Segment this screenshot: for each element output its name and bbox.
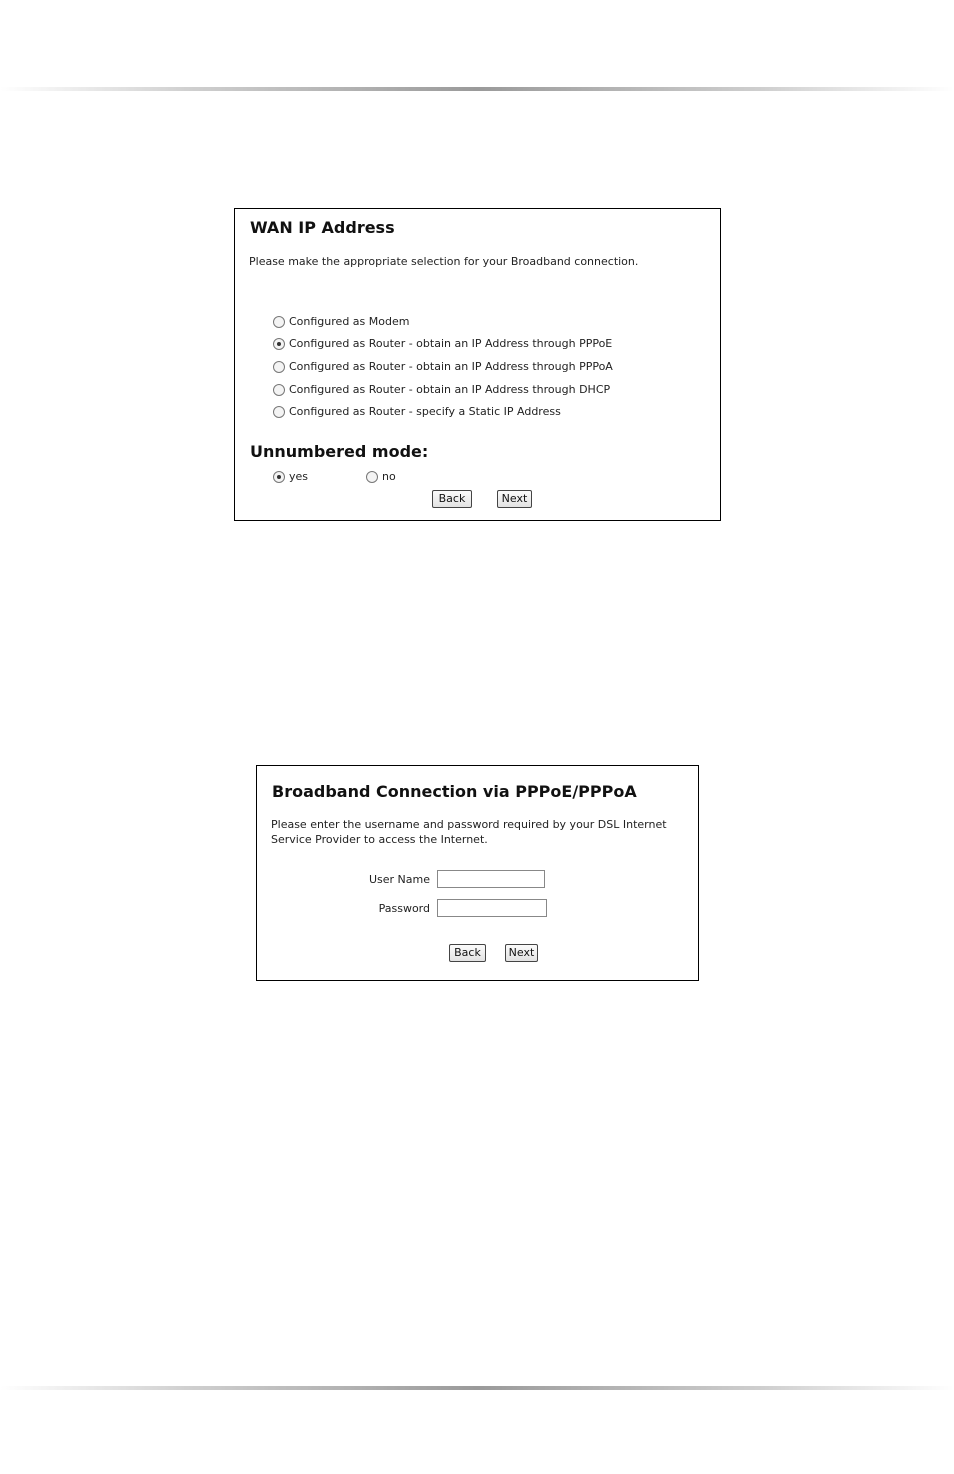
option-router-dhcp-label: Configured as Router - obtain an IP Address through DHCP: [289, 383, 611, 396]
unnumbered-mode-heading: Unnumbered mode:: [250, 442, 429, 461]
pppoe-back-button[interactable]: Back: [449, 944, 486, 962]
radio-router-dhcp[interactable]: [273, 384, 285, 396]
radio-router-pppoa[interactable]: [273, 361, 285, 373]
radio-router-static[interactable]: [273, 406, 285, 418]
option-router-pppoa-label: Configured as Router - obtain an IP Address through PPPoA: [289, 360, 613, 373]
radio-modem[interactable]: [273, 316, 285, 328]
unnumbered-yes-option[interactable]: [273, 469, 308, 484]
username-input[interactable]: [437, 870, 545, 888]
option-router-dhcp[interactable]: [273, 382, 610, 397]
option-modem-label: Configured as Modem: [289, 315, 410, 328]
username-label: User Name: [368, 873, 430, 886]
option-router-static[interactable]: [273, 404, 561, 419]
wan-panel-title: WAN IP Address: [250, 218, 395, 237]
option-router-pppoa[interactable]: [273, 359, 613, 374]
radio-router-pppoe[interactable]: [273, 338, 285, 350]
option-router-static-label: Configured as Router - specify a Static IP Address: [289, 405, 561, 418]
bottom-divider: [0, 1386, 954, 1390]
pppoe-connection-panel: [256, 765, 699, 981]
wan-ip-address-panel: [234, 208, 721, 521]
radio-unnumbered-no[interactable]: [366, 471, 378, 483]
pppoe-panel-title: Broadband Connection via PPPoE/PPPoA: [272, 782, 637, 801]
password-input[interactable]: [437, 899, 547, 917]
option-modem[interactable]: [273, 314, 409, 329]
top-divider: [0, 87, 954, 91]
radio-unnumbered-yes[interactable]: [273, 471, 285, 483]
unnumbered-no-option[interactable]: [366, 469, 396, 484]
wan-next-button[interactable]: Next: [497, 490, 532, 508]
unnumbered-yes-label: yes: [289, 470, 309, 483]
wan-back-button[interactable]: Back: [432, 490, 472, 508]
wan-instruction: Please make the appropriate selection for your Broadband connection.: [249, 255, 639, 268]
pppoe-instruction-line1: Please enter the username and password required by your DSL Internet: [271, 818, 667, 831]
option-router-pppoe[interactable]: [273, 336, 612, 351]
pppoe-next-button[interactable]: Next: [505, 944, 538, 962]
option-router-pppoe-label: Configured as Router - obtain an IP Address through PPPoE: [289, 337, 613, 350]
password-label: Password: [378, 902, 430, 915]
unnumbered-no-label: no: [382, 470, 396, 483]
pppoe-instruction-line2: Service Provider to access the Internet.: [271, 833, 488, 846]
